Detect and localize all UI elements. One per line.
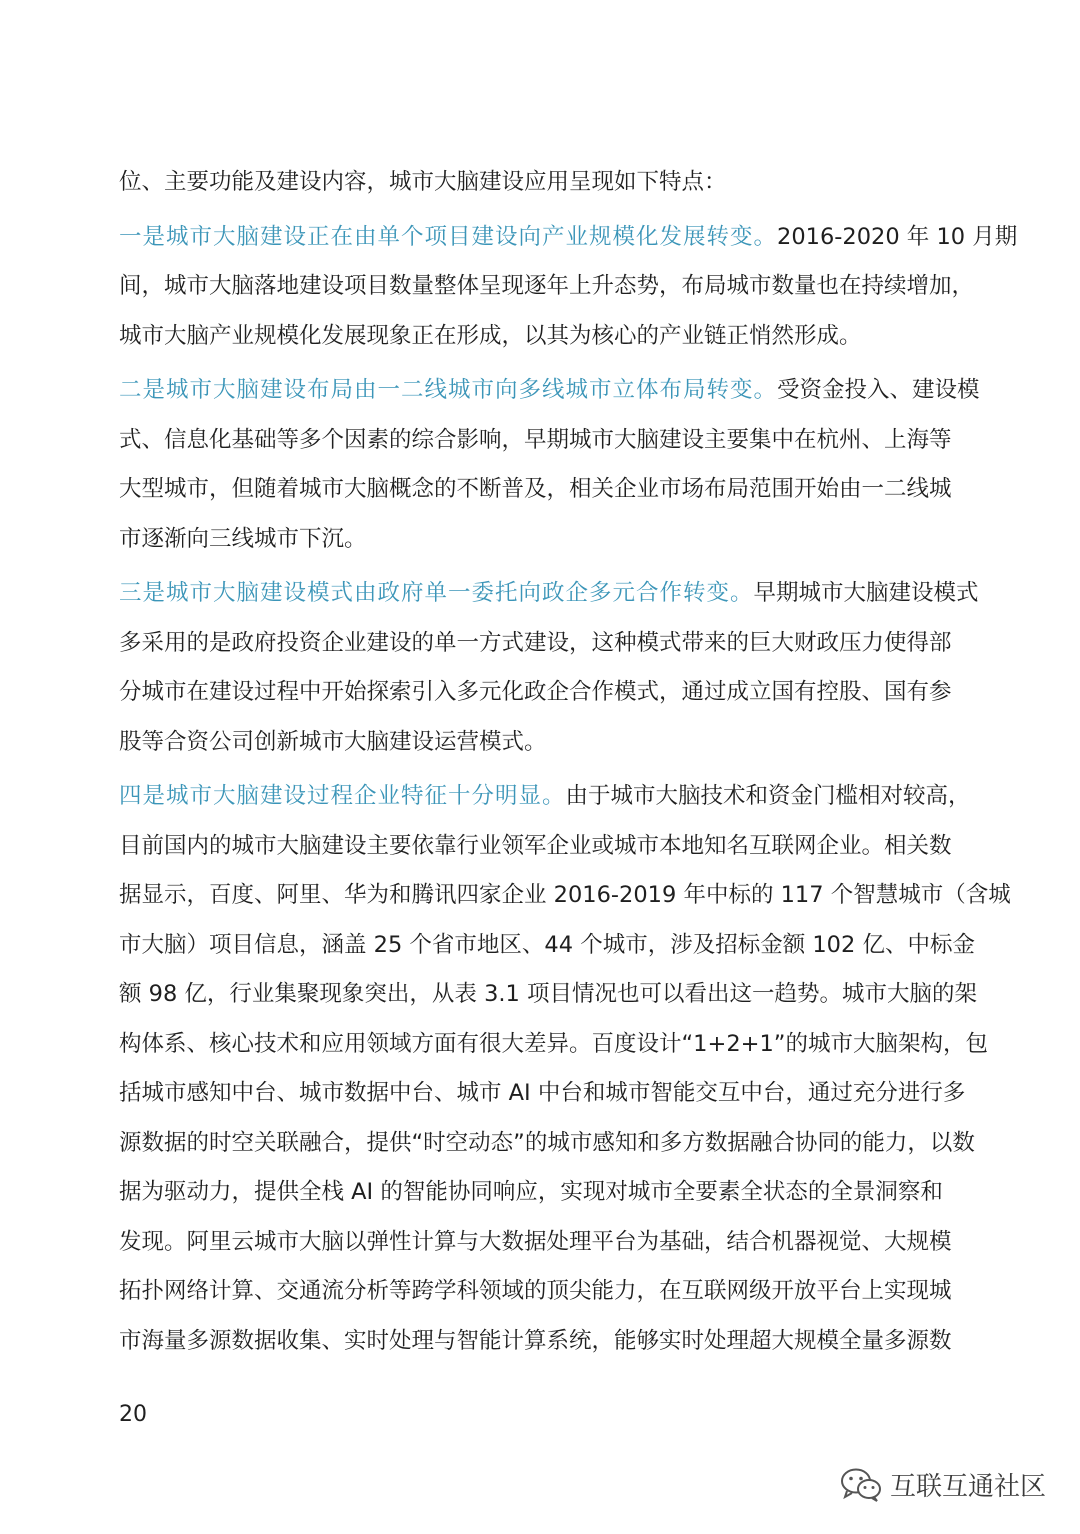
line-text: 据为驱动力，提供全栈 AI 的智能协同响应，实现对城市全要素全状态的全景洞察和 xyxy=(119,1179,943,1205)
text-line xyxy=(119,668,967,718)
line-text: 市海量多源数据收集、实时处理与智能计算系统，能够实时处理超大规模全量多源数 xyxy=(119,1327,952,1354)
line-text: 股等合资公司创新城市大脑建设运营模式。 xyxy=(119,728,547,755)
lead-sentence: 一是城市大脑建设正在由单个项目建设向产业规模化发展转变。 xyxy=(119,223,778,250)
lead-sentence: 三是城市大脑建设模式由政府单一委托向政企多元合作转变。 xyxy=(119,580,754,606)
line-text: 式、信息化基础等多个因素的综合影响，早期城市大脑建设主要集中在杭州、上海等 xyxy=(119,426,952,453)
paragraph xyxy=(119,158,967,208)
text-line xyxy=(119,158,967,208)
text-line xyxy=(119,465,967,515)
text-line xyxy=(119,1218,967,1268)
paragraph xyxy=(119,569,979,767)
text-line xyxy=(119,416,967,466)
text-line xyxy=(119,970,978,1020)
line-text: 位、主要功能及建设内容，城市大脑建设应用呈现如下特点： xyxy=(119,169,727,195)
text-line xyxy=(119,1069,967,1119)
line-text: 市逐渐向三线城市下沉。 xyxy=(119,525,367,552)
text-line xyxy=(119,1119,975,1169)
text-line xyxy=(119,921,975,971)
text-line xyxy=(119,822,967,872)
line-text: 源数据的时空关联融合，提供“时空动态”的城市感知和多方数据融合协同的能力，以数 xyxy=(119,1129,975,1156)
line-text: 多采用的是政府投资企业建设的单一方式建设，这种模式带来的巨大财政压力使得部 xyxy=(119,629,952,656)
line-text: 市大脑）项目信息，涵盖 25 个省市地区、44 个城市，涉及招标金额 102 亿、中标金 xyxy=(119,931,975,958)
lead-sentence: 二是城市大脑建设布局由一二线城市向多线城市立体布局转变。 xyxy=(119,377,778,403)
line-text: 发现。阿里云城市大脑以弹性计算与大数据处理平台为基础，结合机器视觉、大规模 xyxy=(119,1228,952,1255)
text-line xyxy=(119,772,971,822)
line-text: 构体系、核心技术和应用领域方面有很大差异。百度设计“1+2+1”的城市大脑架构，包 xyxy=(119,1030,988,1057)
line-text: 额 98 亿，行业集聚现象突出，从表 3.1 项目情况也可以看出这一趋势。城市大脑的架 xyxy=(119,981,978,1007)
text-line xyxy=(119,312,967,362)
text-line xyxy=(119,1020,988,1070)
wechat-icon xyxy=(840,1467,882,1503)
line-text: 早期城市大脑建设模式 xyxy=(753,580,979,606)
line-text: 分城市在建设过程中开始探索引入多元化政企合作模式，通过成立国有控股、国有参 xyxy=(119,679,952,705)
text-line xyxy=(119,871,1011,921)
watermark-text: 互联互通社区 xyxy=(889,1472,1046,1502)
text-line xyxy=(119,619,967,669)
line-text: 大型城市，但随着城市大脑概念的不断普及，相关企业市场布局范围开始由一二线城 xyxy=(119,476,952,502)
body-text xyxy=(119,158,1018,1366)
text-line xyxy=(119,1317,967,1367)
paragraph xyxy=(119,772,1011,1366)
text-line xyxy=(119,1168,967,1218)
text-line xyxy=(119,718,967,768)
line-text: 间，城市大脑落地建设项目数量整体呈现逐年上升态势，布局城市数量也在持续增加， xyxy=(119,273,975,299)
text-line xyxy=(119,213,1018,263)
line-text: 拓扑网络计算、交通流分析等跨学科领域的顶尖能力，在互联网级开放平台上实现城 xyxy=(119,1278,952,1304)
line-text: 由于城市大脑技术和资金门槛相对较高， xyxy=(565,783,971,809)
lead-sentence: 四是城市大脑建设过程企业特征十分明显。 xyxy=(119,783,566,809)
watermark xyxy=(840,1466,1046,1503)
line-text: 目前国内的城市大脑建设主要依靠行业领军企业或城市本地知名互联网企业。相关数 xyxy=(119,832,952,859)
page-number: 20 xyxy=(119,1402,147,1427)
text-line xyxy=(119,366,980,416)
text-line xyxy=(119,569,979,619)
text-line xyxy=(119,1267,967,1317)
line-text: 2016-2020 年 10 月期 xyxy=(777,223,1018,250)
paragraph xyxy=(119,213,1018,362)
text-line xyxy=(119,262,975,312)
paragraph xyxy=(119,366,980,564)
line-text: 城市大脑产业规模化发展现象正在形成，以其为核心的产业链正悄然形成。 xyxy=(119,322,862,349)
line-text: 据显示，百度、阿里、华为和腾讯四家企业 2016-2019 年中标的 117 个智慧城市（含城 xyxy=(119,882,1011,908)
line-text: 括城市感知中台、城市数据中台、城市 AI 中台和城市智能交互中台，通过充分进行多 xyxy=(119,1080,966,1106)
line-text: 受资金投入、建设模 xyxy=(777,377,980,403)
text-line xyxy=(119,515,967,565)
